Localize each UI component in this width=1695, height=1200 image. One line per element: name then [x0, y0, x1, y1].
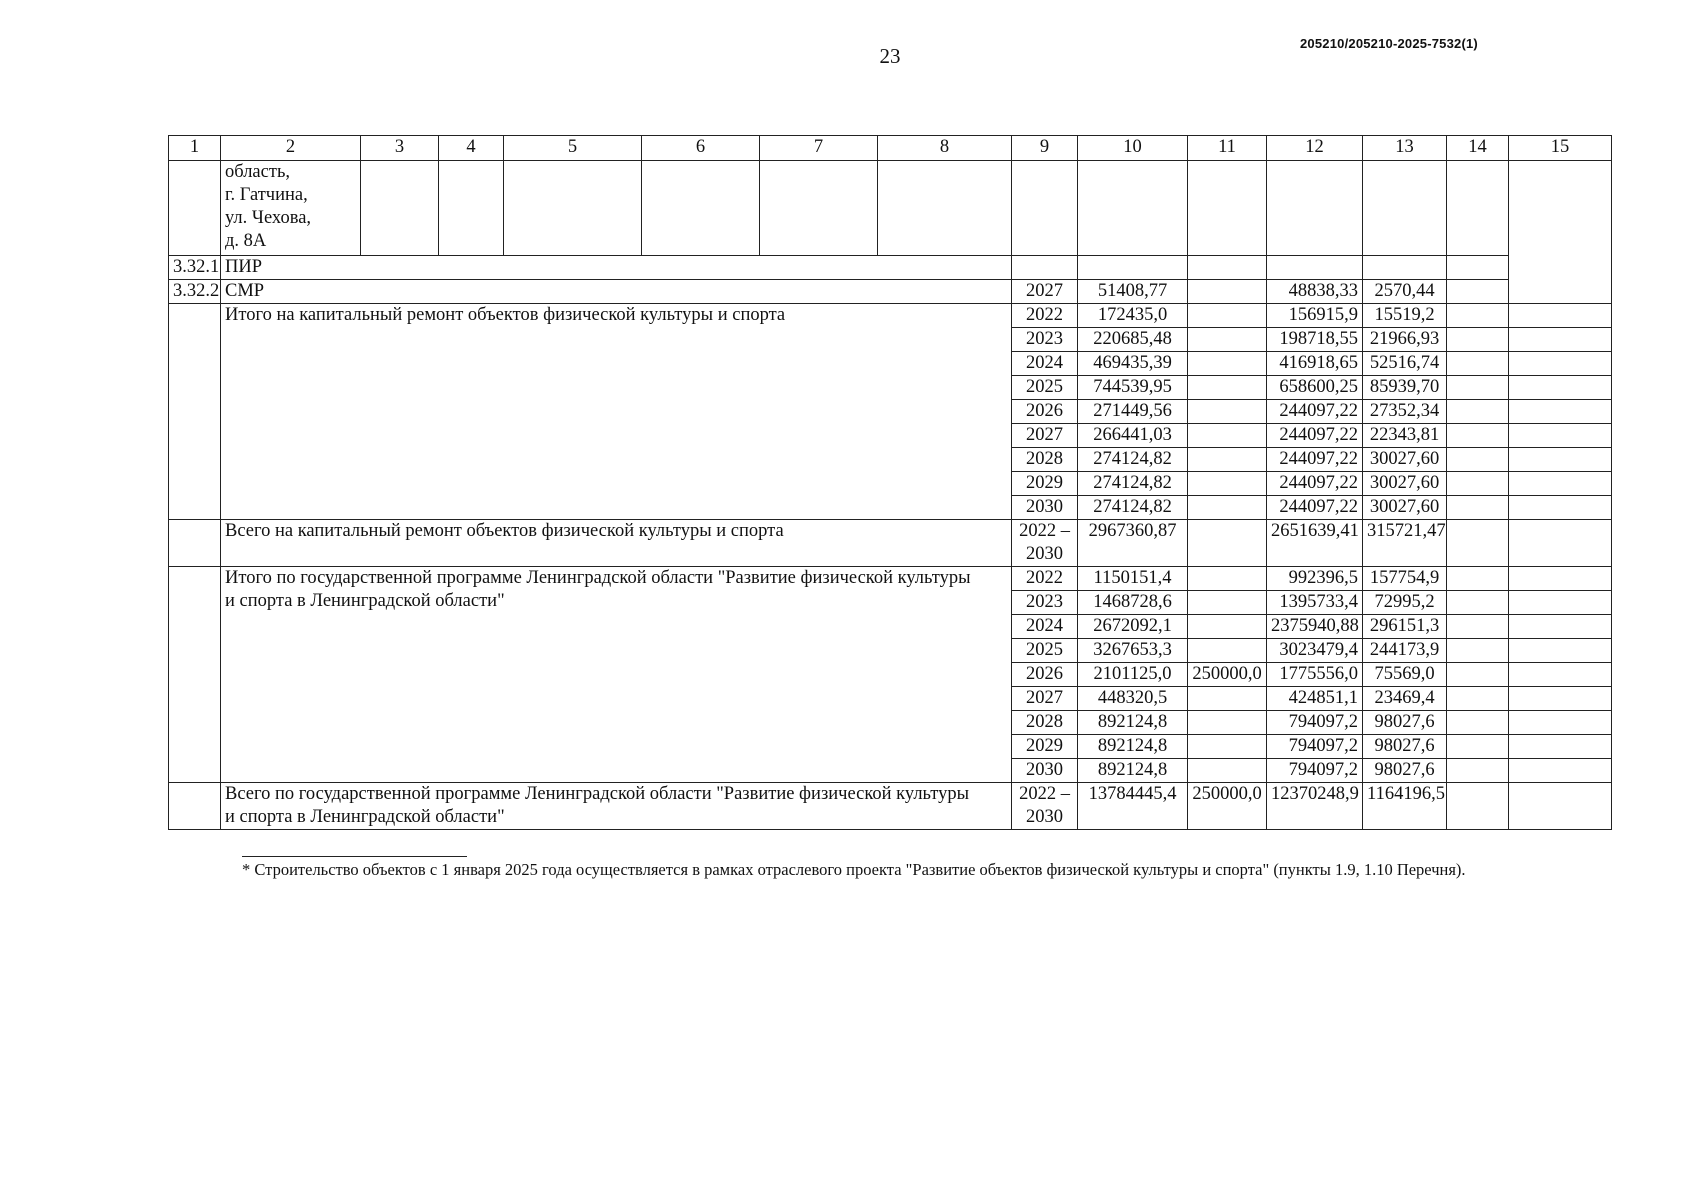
value-cell: 1164196,5: [1363, 783, 1447, 830]
value-cell: 992396,5: [1267, 567, 1363, 591]
value-cell: 30027,60: [1363, 448, 1447, 472]
year-cell: 2027: [1012, 280, 1078, 304]
value-cell: 296151,3: [1363, 615, 1447, 639]
value-cell: 244097,22: [1267, 448, 1363, 472]
value-cell: 1395733,4: [1267, 591, 1363, 615]
value-cell: 448320,5: [1078, 687, 1188, 711]
value-cell: 892124,8: [1078, 711, 1188, 735]
column-header: 9: [1012, 136, 1078, 161]
year-cell: 2022: [1012, 304, 1078, 328]
column-header: 3: [361, 136, 439, 161]
value-cell: 52516,74: [1363, 352, 1447, 376]
value-cell: [1188, 520, 1267, 567]
year-cell: 2030: [1012, 759, 1078, 783]
section-label: Итого по государственной программе Ленинградской области "Развитие физической культуры и спорта в Ленинградской области": [221, 567, 1012, 783]
value-cell: [1188, 304, 1267, 328]
value-cell: 2570,44: [1363, 280, 1447, 304]
value-cell: 72995,2: [1363, 591, 1447, 615]
value-cell: 156915,9: [1267, 304, 1363, 328]
value-cell: 85939,70: [1363, 376, 1447, 400]
value-cell: 23469,4: [1363, 687, 1447, 711]
value-cell: 244097,22: [1267, 424, 1363, 448]
year-cell: 2026: [1012, 663, 1078, 687]
column-header: 4: [439, 136, 504, 161]
value-cell: 98027,6: [1363, 759, 1447, 783]
address-cell: область, г. Гатчина, ул. Чехова, д. 8А: [221, 161, 361, 256]
value-cell: [1188, 328, 1267, 352]
pir-row: [169, 256, 1612, 280]
value-cell: 15519,2: [1363, 304, 1447, 328]
year-cell: 2029: [1012, 735, 1078, 759]
value-cell: [1188, 591, 1267, 615]
year-cell: 2028: [1012, 711, 1078, 735]
year-cell: 2023: [1012, 591, 1078, 615]
value-cell: 658600,25: [1267, 376, 1363, 400]
column-header: 2: [221, 136, 361, 161]
value-cell: 274124,82: [1078, 496, 1188, 520]
value-cell: 2967360,87: [1078, 520, 1188, 567]
value-cell: [1188, 496, 1267, 520]
value-cell: [1188, 567, 1267, 591]
column-header: 8: [878, 136, 1012, 161]
total-row: [169, 783, 1612, 830]
value-cell: 1775556,0: [1267, 663, 1363, 687]
year-cell: 2027: [1012, 687, 1078, 711]
address-row: [169, 161, 1612, 256]
value-cell: 30027,60: [1363, 472, 1447, 496]
value-cell: 250000,0: [1188, 663, 1267, 687]
value-cell: [1188, 472, 1267, 496]
year-cell: 2028: [1012, 448, 1078, 472]
year-cell: 2029: [1012, 472, 1078, 496]
value-cell: 3023479,4: [1267, 639, 1363, 663]
year-cell: 2025: [1012, 639, 1078, 663]
row-number: 3.32.2: [169, 280, 221, 304]
value-cell: 794097,2: [1267, 735, 1363, 759]
value-cell: 250000,0: [1188, 783, 1267, 830]
financing-table: [168, 135, 1612, 830]
value-cell: [1188, 376, 1267, 400]
value-cell: 51408,77: [1078, 280, 1188, 304]
value-cell: 244097,22: [1267, 400, 1363, 424]
year-row: [169, 304, 1612, 328]
value-cell: 2651639,41: [1267, 520, 1363, 567]
value-cell: [1188, 639, 1267, 663]
value-cell: 274124,82: [1078, 472, 1188, 496]
value-cell: [1188, 424, 1267, 448]
value-cell: [1188, 735, 1267, 759]
row-label: СМР: [221, 280, 1012, 304]
value-cell: 244173,9: [1363, 639, 1447, 663]
value-cell: 172435,0: [1078, 304, 1188, 328]
value-cell: 244097,22: [1267, 472, 1363, 496]
column-header: 13: [1363, 136, 1447, 161]
value-cell: 98027,6: [1363, 711, 1447, 735]
value-cell: 13784445,4: [1078, 783, 1188, 830]
value-cell: 48838,33: [1267, 280, 1363, 304]
year-cell: 2030: [1012, 496, 1078, 520]
value-cell: 22343,81: [1363, 424, 1447, 448]
value-cell: [1188, 400, 1267, 424]
value-cell: 892124,8: [1078, 759, 1188, 783]
value-cell: [1188, 759, 1267, 783]
value-cell: 244097,22: [1267, 496, 1363, 520]
value-cell: 2101125,0: [1078, 663, 1188, 687]
value-cell: 271449,56: [1078, 400, 1188, 424]
column-header: 14: [1447, 136, 1509, 161]
value-cell: 794097,2: [1267, 759, 1363, 783]
year-cell: 2022: [1012, 567, 1078, 591]
value-cell: 892124,8: [1078, 735, 1188, 759]
document-id: 205210/205210-2025-7532(1): [1300, 36, 1478, 51]
value-cell: 469435,39: [1078, 352, 1188, 376]
year-cell: 2027: [1012, 424, 1078, 448]
column-header: 11: [1188, 136, 1267, 161]
year-cell: 2025: [1012, 376, 1078, 400]
column-header: 6: [642, 136, 760, 161]
year-cell: 2023: [1012, 328, 1078, 352]
value-cell: 744539,95: [1078, 376, 1188, 400]
value-cell: 1468728,6: [1078, 591, 1188, 615]
year-range-cell: 2022 – 2030: [1012, 520, 1078, 567]
year-cell: 2024: [1012, 615, 1078, 639]
value-cell: 794097,2: [1267, 711, 1363, 735]
value-cell: 1150151,4: [1078, 567, 1188, 591]
year-row: [169, 567, 1612, 591]
footnote-separator: [242, 856, 467, 857]
value-cell: 157754,9: [1363, 567, 1447, 591]
total-row: [169, 520, 1612, 567]
value-cell: 198718,55: [1267, 328, 1363, 352]
year-range-cell: 2022 – 2030: [1012, 783, 1078, 830]
value-cell: 220685,48: [1078, 328, 1188, 352]
footnote: * Строительство объектов с 1 января 2025 года осуществляется в рамках отраслевого проекта "Развитие объектов физической культуры и спорта" (пункты 1.9, 1.10 Перечня).: [242, 860, 1466, 879]
value-cell: [1188, 687, 1267, 711]
value-cell: [1188, 352, 1267, 376]
column-header: 5: [504, 136, 642, 161]
value-cell: 315721,47: [1363, 520, 1447, 567]
section-label: Всего на капитальный ремонт объектов физической культуры и спорта: [221, 520, 1012, 567]
year-cell: 2026: [1012, 400, 1078, 424]
value-cell: 266441,03: [1078, 424, 1188, 448]
value-cell: 98027,6: [1363, 735, 1447, 759]
value-cell: 3267653,3: [1078, 639, 1188, 663]
value-cell: 2375940,88: [1267, 615, 1363, 639]
column-header: 12: [1267, 136, 1363, 161]
column-number-row: [169, 136, 1612, 161]
value-cell: 75569,0: [1363, 663, 1447, 687]
section-label: Всего по государственной программе Ленинградской области "Развитие физической культуры и спорта в Ленинградской области": [221, 783, 1012, 830]
value-cell: 2672092,1: [1078, 615, 1188, 639]
column-header: 15: [1509, 136, 1612, 161]
value-cell: 12370248,9: [1267, 783, 1363, 830]
value-cell: [1188, 448, 1267, 472]
row-label: ПИР: [221, 256, 1012, 280]
value-cell: 274124,82: [1078, 448, 1188, 472]
page-number: 23: [879, 44, 901, 68]
value-cell: 21966,93: [1363, 328, 1447, 352]
value-cell: 30027,60: [1363, 496, 1447, 520]
year-cell: 2024: [1012, 352, 1078, 376]
section-label: Итого на капитальный ремонт объектов физической культуры и спорта: [221, 304, 1012, 520]
value-cell: [1188, 615, 1267, 639]
row-number: 3.32.1: [169, 256, 221, 280]
value-cell: 424851,1: [1267, 687, 1363, 711]
column-header: 1: [169, 136, 221, 161]
smr-row: [169, 280, 1612, 304]
value-cell: 416918,65: [1267, 352, 1363, 376]
column-header: 10: [1078, 136, 1188, 161]
value-cell: [1188, 711, 1267, 735]
value-cell: 27352,34: [1363, 400, 1447, 424]
column-header: 7: [760, 136, 878, 161]
